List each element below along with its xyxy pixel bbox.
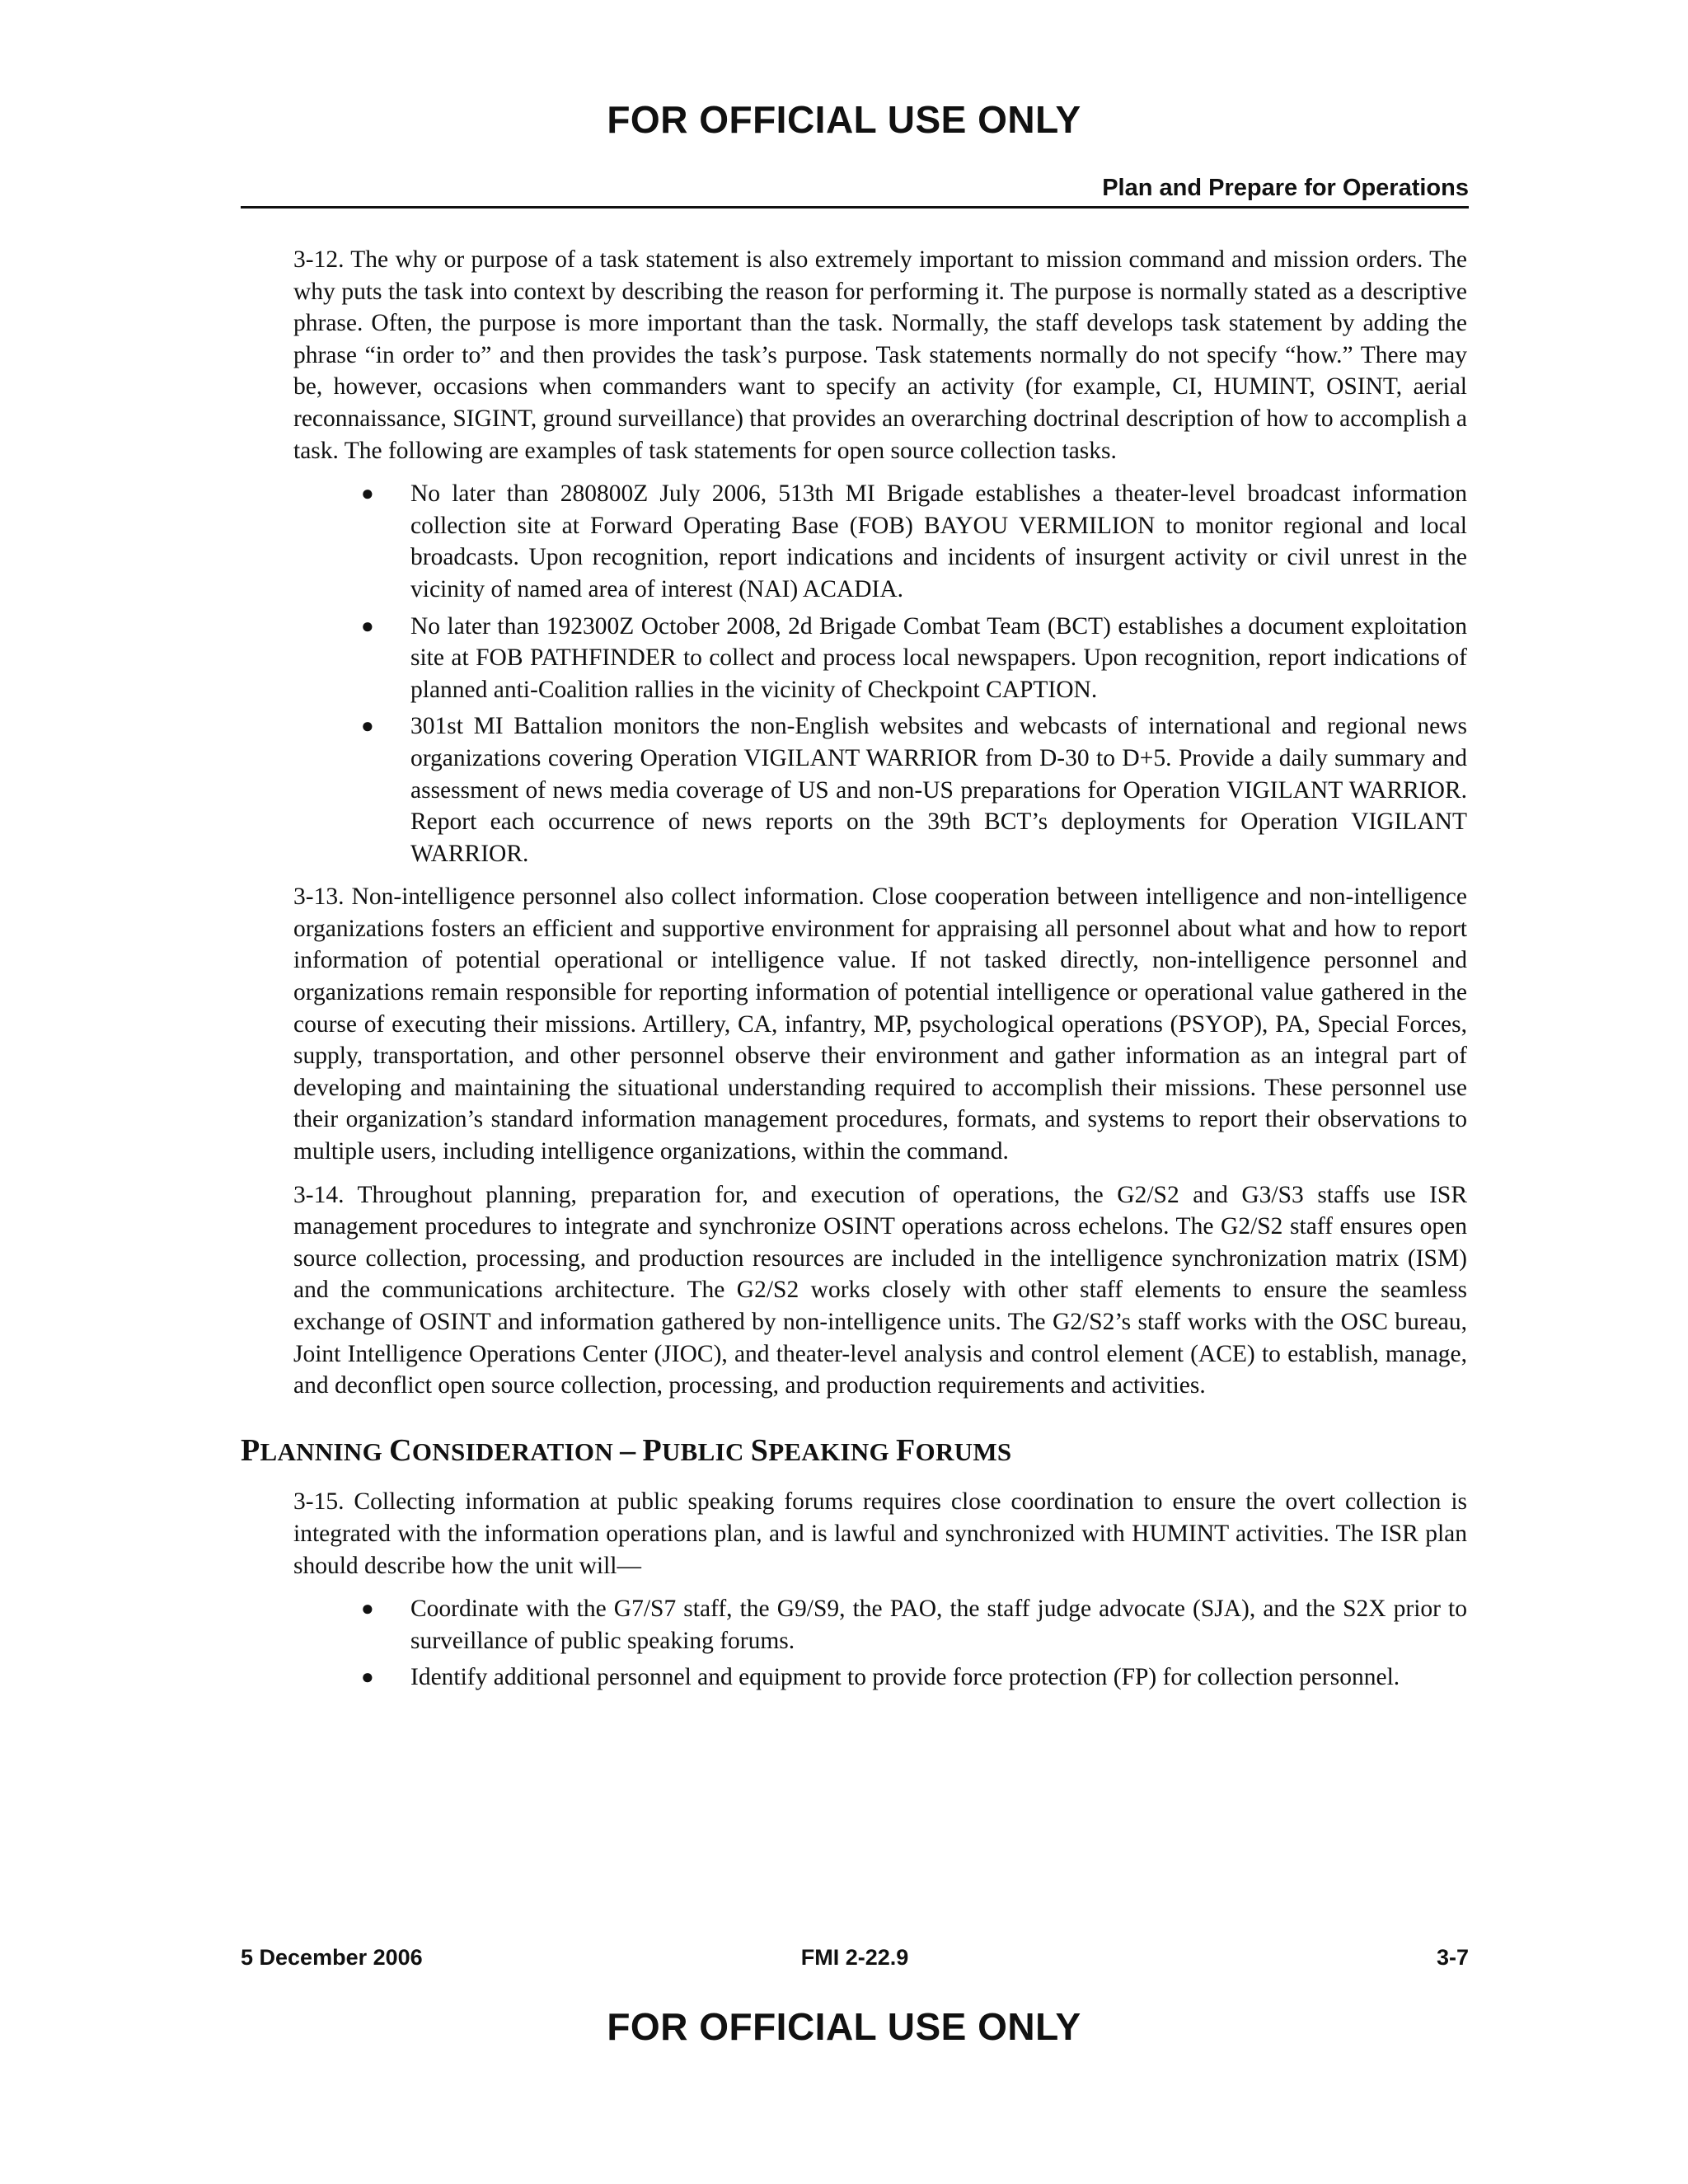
- list-item-text: Identify additional personnel and equipment to provide force protection (FP) for collection personnel.: [410, 1664, 1400, 1691]
- paragraph-3-13: 3-13. Non-intelligence personnel also collect information. Close cooperation between intelligence and non-intelligence organizations fosters an efficient and supportive environment for appraising all personnel about what and how to report information of potential operational or intelligence value. If not tasked directly, non-intelligence personnel and organizations remain responsible for reporting information of potential intelligence or operational value gathered in the course of executing their missions. Artillery, CA, infantry, MP, psychological operations (PSYOP), PA, Special Forces, supply, transportation, and other personnel observe their environment and gather information as an integral part of developing and maintaining the situational understanding required to accomplish their missions. These personnel use their organization’s standard information management procedures, formats, and systems to report their observations to multiple users, including intelligence organizations, within the command.: [293, 883, 1467, 1165]
- footer-page-number: 3-7: [1436, 1945, 1469, 1970]
- footer-document-id: FMI 2-22.9: [800, 1945, 909, 1970]
- isr-plan-list: [293, 1593, 1467, 1694]
- running-header-title: Plan and Prepare for Operations: [1102, 175, 1469, 201]
- list-item-text: No later than 192300Z October 2008, 2d Brigade Combat Team (BCT) establishes a document exploitation site at FOB PATHFINDER to collect and process local newspapers. Upon recognition, report indications of planned anti-Coalition rallies in the vicinity of Checkpoint CAPTION.: [410, 612, 1467, 703]
- list-item-text: 301st MI Battalion monitors the non-English websites and webcasts of international and regional news organizations covering Operation VIGILANT WARRIOR from D-30 to D+5. Provide a daily summary and assessment of news media coverage of US and non-US preparations for Operation VIGILANT WARRIOR. Report each occurrence of news reports on the 39th BCT’s deployments for Operation VIGILANT WARRIOR.: [410, 713, 1467, 867]
- bullet-icon: ●: [361, 1596, 374, 1621]
- paragraph-3-14: 3-14. Throughout planning, preparation for, and execution of operations, the G2/S2 and G3/S3 staffs use ISR management procedures to integrate and synchronize OSINT operations across echelons. The G2/S2 staff ensures open source collection, processing, and production resources are included in the intelligence synchronization matrix (ISM) and the communications architecture. The G2/S2 works closely with other staff elements to ensure the seamless exchange of OSINT and information gathered by non-intelligence units. The G2/S2’s staff works with the OSC bureau, Joint Intelligence Operations Center (JIOC), and theater-level analysis and control element (ACE) to establish, manage, and deconflict open source collection, processing, and production requirements and activities.: [293, 1181, 1467, 1399]
- list-item: [293, 611, 1467, 706]
- bullet-icon: ●: [361, 714, 374, 738]
- footer-date: 5 December 2006: [241, 1945, 423, 1970]
- bullet-icon: ●: [361, 613, 374, 638]
- section-heading: PLANNING CONSIDERATION – PUBLIC SPEAKING FORUMS: [241, 1432, 1012, 1468]
- classification-marking-top: FOR OFFICIAL USE ONLY: [607, 98, 1081, 141]
- list-item: [293, 1593, 1467, 1657]
- task-statement-examples-list: [293, 478, 1467, 869]
- document-body: [241, 244, 1467, 1705]
- list-item: [293, 1661, 1467, 1694]
- list-item-text: No later than 280800Z July 2006, 513th MI Brigade establishes a theater-level broadcast information collection site at Forward Operating Base (FOB) BAYOU VERMILION to monitor regional and local broadcasts. Upon recognition, report indications and incidents of insurgent activity or civil unrest in the vicinity of named area of interest (NAI) ACADIA.: [410, 480, 1467, 602]
- bullet-icon: ●: [361, 1665, 374, 1690]
- paragraph-3-12: 3-12. The why or purpose of a task statement is also extremely important to mission command and mission orders. The why puts the task into context by describing the reason for performing it. The purpose is normally stated as a descriptive phrase. Often, the purpose is more important than the task. Normally, the staff develops task statement by adding the phrase “in order to” and then provides the task’s purpose. Task statements normally do not specify “how.” There may be, however, occasions when commanders want to specify an activity (for example, CI, HUMINT, OSINT, aerial reconnaissance, SIGINT, ground surveillance) that provides an overarching doctrinal description of how to accomplish a task. The following are examples of task statements for open source collection tasks.: [293, 246, 1467, 464]
- header-rule: [241, 206, 1469, 209]
- bullet-icon: ●: [361, 481, 374, 506]
- list-item: [293, 710, 1467, 869]
- list-item: [293, 478, 1467, 605]
- list-item-text: Coordinate with the G7/S7 staff, the G9/S9, the PAO, the staff judge advocate (SJA), and the S2X prior to surveillance of public speaking forums.: [410, 1596, 1467, 1654]
- classification-marking-bottom: FOR OFFICIAL USE ONLY: [607, 2005, 1081, 2048]
- paragraph-3-15: 3-15. Collecting information at public speaking forums requires close coordination to ensure the overt collection is integrated with the information operations plan, and is lawful and synchronized with HUMINT activities. The ISR plan should describe how the unit will—: [293, 1488, 1467, 1579]
